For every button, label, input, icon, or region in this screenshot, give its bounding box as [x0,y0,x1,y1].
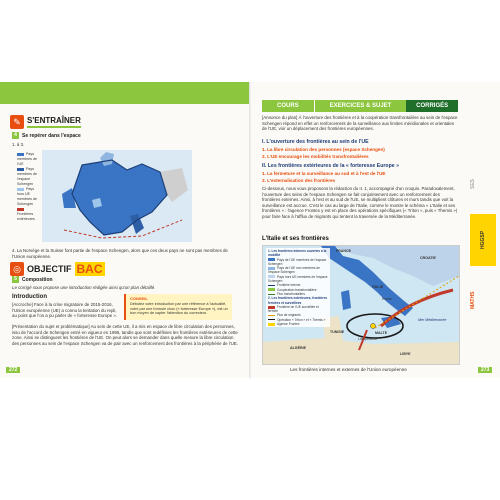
legend-heading-2: 2. Les frontières extérieures, frontières fermées et surveillées [268,296,327,305]
place-label: Lampedusa [358,337,377,341]
answer-1-3: 1. à 3. [12,142,25,147]
legend-item: Frontière interne [268,283,328,287]
legend-item: Agence Frontex [268,322,328,326]
place-label: ITALIE [372,285,384,289]
legend-item: Opération « Triton » et « Themis » [268,318,328,322]
left-page-top-band [0,82,249,104]
legend-item: Pays hors UE membres de l'espace Schengen [268,274,328,284]
legend-item: Pays hors UE membres de Schengen [17,187,37,206]
objectif-title: OBJECTIF [27,264,72,274]
book-gutter [249,82,251,378]
legend-item: Frontières extérieures [17,207,41,222]
place-label: MALTE [375,331,388,335]
composition-subtitle: Le corrigé sous propose une introduction rédigée ainsi qu'un plan détaillé. [12,285,156,290]
intro-paragraph-accroche: [Accroche] Face à la crise migratoire de 2015-2016, l'Union européenne (UE) a connu la tentation du repli, au point que l'on a pu parler de « forteresse Europe ». [12,302,118,319]
s-entrainer-heading [10,115,81,129]
tab-exercices-sujet[interactable]: EXERCICES & SUJET [314,100,407,112]
place-label: ALGÉRIE [290,346,306,350]
place-label: FRANCE [336,249,351,253]
tab-corriges[interactable]: CORRIGÉS [406,100,458,112]
tab-cours[interactable]: COURS [262,100,314,112]
s-entrainer-title: S'ENTRAÎNER [27,116,81,128]
redaction-paragraph: Ci-dessous, nous vous proposons la rédaction du II. 1, accompagné d'un croquis. Paradoxalement, l'ouverture des seins de l'espace Schengen se fait conjointement avec un renforcement des frontières externes. Ainsi, à l'est et au sud de l'UE, se multiplient clôtures et murs tandis que voit la surveillance est accrue. C'est le cas au large de l'Italie, comme le montre le schéma « L'Italie et ses frontières » : l'agence Frontex y est en place des opérations spécifiques (« Triton », puis « Themis ») pour faire face à l'afflux de migrants qui tentent la traversée de la Méditerranée. [262,186,458,219]
place-label: Mer Méditerranée [418,318,447,322]
step-title: Composition [22,276,53,283]
europe-map-legend [17,152,41,222]
right-page-number: 273 [478,366,492,374]
pencil-icon: ✎ [10,115,24,129]
italy-map-legend [266,248,330,327]
place-label: Rome [382,297,392,301]
europe-schengen-map [42,150,192,242]
target-icon: ◎ [10,262,24,276]
plan-part-1-heading: I. L'ouverture des frontières au sein de l'UE [262,139,369,145]
side-tab-ses[interactable]: SES [470,179,476,190]
legend-item: Pays de l'UE non membres de l'espace Schengen [268,266,320,275]
right-footer-title: Les frontières internes et externes de l'Union européenne [290,367,407,372]
step-number: 5 [12,276,19,283]
legend-item: Pays membres de l'espace Schengen [17,167,37,186]
right-page-tabs [262,100,458,112]
legend-item: Flux de migrants [268,313,328,317]
plan-1-1: 1. La libre circulation des personnes (espace Schengen) [262,147,385,152]
step-5-heading [12,276,53,283]
step-4-heading [12,132,81,139]
legend-item: Flux transfrontaliers [268,292,328,296]
bac-label: BAC [76,262,103,276]
plan-2-2: 2. L'externalisation des frontières [262,178,336,183]
conseil-label: CONSEIL [130,296,148,301]
italy-map-title: L'Italie et ses frontières [262,236,329,242]
annonce-du-plan: [Annonce du plan] À l'ouverture des frontières et à la coopération transfrontalière au sein de l'espace Schengen répond en effet un renforcement de la surveillance aux limites méridionales et orientales de l'UE, voir un déplacement des frontières européennes. [262,115,458,132]
conseil-callout [124,294,232,320]
place-label: TUNISIE [330,330,345,334]
plan-1-2: 2. L'UE encourage les mobilités transfrontalières [262,154,369,159]
legend-item: Coopération transfrontalière [268,288,328,292]
introduction-heading: Introduction [12,294,47,300]
plan-part-2-heading: II. Les frontières extérieures de la « forteresse Europe » [262,163,399,169]
step-number: 4 [12,132,19,139]
legend-item: Frontière de l'UE surveillée et fermée [268,304,319,314]
place-label: LIBYE [400,352,411,356]
subject-side-tabs [464,160,500,350]
answer-4: 4. La Norvège et la Suisse font partie de l'espace Schengen, alors que ces deux pays ne sont pas membres de l'Union européenne. [12,248,228,259]
side-tab-hggsp[interactable]: HGGSP [470,214,496,266]
place-label: CROATIE [420,256,436,260]
intro-paragraph-presentation: [Présentation du sujet et problématique] Au sein de cette UE, il a mis en espace de libre circulation des personnes, issu de l'accord de Schengen entré en vigueur en 1995, tandis que sont redéfinies les frontières extérieures de cette zone. Ainsi se distinguent les frontières de l'UE. On peut alors se demander dans quelle mesure la libre circulation des personnes au sein de l'espace Schengen va de pair avec un renforcement des frontières à la périphérie de l'UE. [12,324,238,346]
step-title: Se repérer dans l'espace [22,132,81,139]
conseil-text: Débutez votre introduction par une référence à l'actualité, votre par une formule choc (« forteresse Europe »), est un bon moyen de capter l'attention du correcteur. [130,302,228,316]
side-tab-maths[interactable]: MATHS [470,291,476,309]
left-page-number: 272 [6,366,20,374]
legend-item: Pays de l'UE membres de l'espace Schengen [268,257,327,266]
plan-2-1: 1. La fermeture et la surveillance au sud et à l'est de l'UE [262,171,386,176]
legend-item: Pays membres de l'UE [17,152,37,166]
objectif-bac-heading [10,262,105,276]
legend-heading-1: 1. Les frontières internes ouvertes à la mobilité [268,249,327,258]
